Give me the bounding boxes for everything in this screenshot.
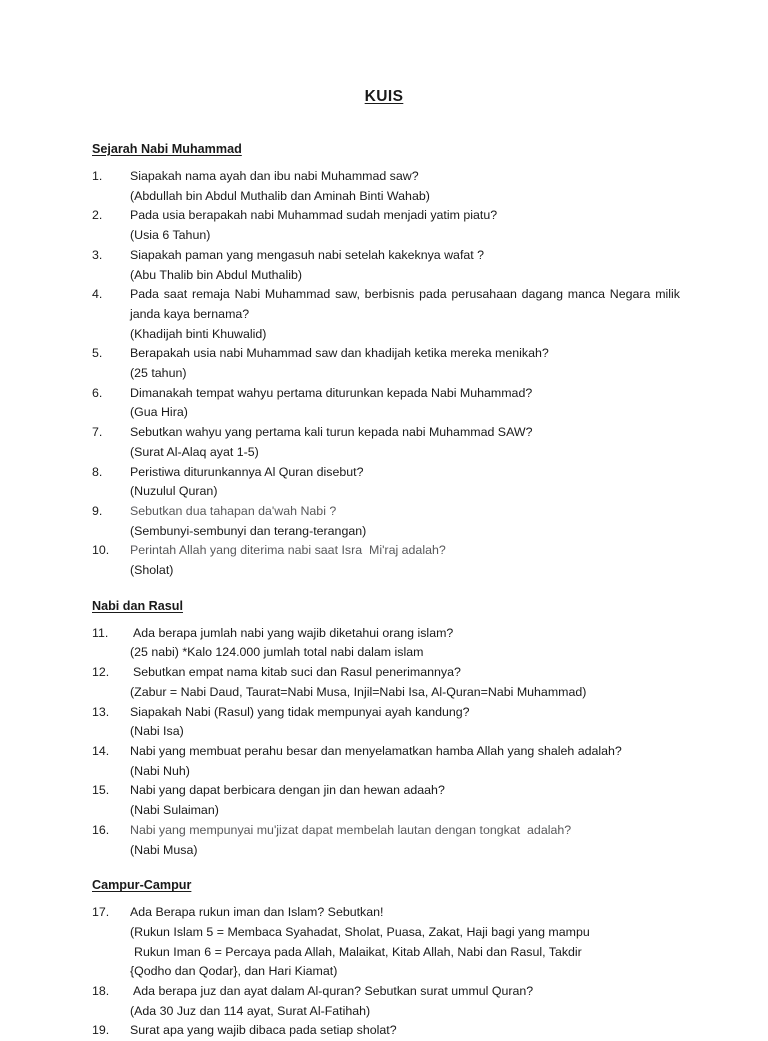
answer-text: (Nuzulul Quran) (130, 484, 218, 499)
answer-text: (Ada 30 Juz dan 114 ayat, Surat Al-Fatihah) (130, 1003, 371, 1018)
list-item (92, 502, 680, 541)
question-number: 1. (92, 169, 103, 183)
question-text: Surat apa yang wajib dibaca pada setiap sholat? (130, 1023, 397, 1038)
section-heading (92, 142, 680, 157)
question-number: 17. (92, 905, 110, 920)
section-heading (92, 599, 680, 614)
question-number: 10. (92, 543, 110, 558)
question-text: Nabi yang membuat perahu besar dan menyelamatkan hamba Allah yang shaleh adalah? (130, 743, 622, 758)
list-item (92, 384, 680, 423)
list-item (92, 903, 680, 982)
answer-text-line-1: (Rukun Islam 5 = Membaca Syahadat, Sholat, Puasa, Zakat, Haji bagi yang mampu (130, 924, 590, 939)
question-number: 16. (92, 822, 110, 837)
question-number: 15. (92, 783, 110, 798)
question-text: Siapakah paman yang mengasuh nabi setelah kakeknya wafat ? (130, 247, 485, 262)
page-title (0, 88, 768, 106)
question-number: 3. (92, 247, 103, 262)
question-text: Sebutkan empat nama kitab suci dan Rasul penerimannya? (133, 665, 461, 680)
list-item (92, 344, 680, 383)
question-number: 6. (92, 385, 103, 400)
question-number: 2. (92, 208, 103, 223)
question-text: Sebutkan dua tahapan da'wah Nabi ? (130, 503, 337, 518)
question-number: 11. (92, 625, 109, 640)
question-number: 7. (92, 425, 103, 440)
question-text: Ada Berapa rukun iman dan Islam? Sebutkan! (130, 905, 384, 920)
question-text: Siapakah Nabi (Rasul) yang tidak mempunyai ayah kandung? (130, 704, 470, 719)
question-text: Dimanakah tempat wahyu pertama diturunkan kepada Nabi Muhammad? (130, 385, 533, 400)
question-number: 18. (92, 984, 110, 999)
answer-text: (Zabur = Nabi Daud, Taurat=Nabi Musa, Injil=Nabi Isa, Al-Quran=Nabi Muhammad) (130, 684, 587, 699)
list-item (92, 285, 684, 344)
question-list (92, 167, 684, 581)
question-list (92, 903, 680, 1041)
list-item (92, 1021, 680, 1041)
answer-text: (Abu Thalib bin Abdul Muthalib) (130, 267, 302, 282)
document-body (92, 142, 684, 1041)
question-number: 13. (92, 704, 110, 719)
question-text: Perintah Allah yang diterima nabi saat Isra Mi'raj adalah? (130, 543, 446, 558)
question-text: Sebutkan wahyu yang pertama kali turun kepada nabi Muhammad SAW? (130, 425, 533, 440)
question-text: Pada saat remaja Nabi Muhammad saw, berbisnis pada perusahaan dagang manca Negara milik janda kaya bernama? (130, 287, 684, 321)
question-text: Pada usia berapakah nabi Muhammad sudah menjadi yatim piatu? (130, 208, 498, 223)
question-text: Ada berapa juz dan ayat dalam Al-quran? Sebutkan surat ummul Quran? (133, 984, 534, 999)
list-item (92, 423, 680, 462)
section-nabi-dan-rasul (92, 599, 680, 860)
section-heading-text: Nabi dan Rasul (92, 598, 183, 613)
answer-text: (Nabi Nuh) (130, 763, 190, 778)
answer-text: (Sembunyi-sembunyi dan terang-terangan) (130, 523, 367, 538)
answer-text: (Gua Hira) (130, 405, 188, 420)
question-number: 5. (92, 346, 103, 361)
answer-text-line-2: Rukun Iman 6 = Percaya pada Allah, Malaikat, Kitab Allah, Nabi dan Rasul, Takdir (134, 944, 582, 959)
list-item (92, 821, 680, 860)
list-item (92, 742, 680, 781)
question-text: Berapakah usia nabi Muhammad saw dan khadijah ketika mereka menikah? (130, 346, 549, 361)
list-item (92, 541, 680, 580)
question-number: 9. (92, 503, 103, 518)
question-text: Ada berapa jumlah nabi yang wajib diketahui orang islam? (133, 625, 454, 640)
question-number: 14. (92, 743, 110, 758)
question-number: 19. (92, 1023, 110, 1038)
list-item (92, 206, 680, 245)
question-text: Peristiwa diturunkannya Al Quran disebut? (130, 464, 364, 479)
question-text: Nabi yang mempunyai mu'jizat dapat membelah lautan dengan tongkat adalah? (130, 822, 572, 837)
list-item (92, 167, 680, 206)
answer-text: (Sholat) (130, 563, 174, 578)
answer-text: (Nabi Isa) (130, 724, 184, 739)
list-item (92, 463, 680, 502)
question-text: Nabi yang dapat berbicara dengan jin dan hewan adaah? (130, 783, 445, 798)
section-heading (92, 878, 680, 893)
page-title-text: KUIS (364, 88, 404, 105)
answer-text-line-3: {Qodho dan Qodar}, dan Hari Kiamat) (130, 964, 338, 979)
question-text: Siapakah nama ayah dan ibu nabi Muhammad saw? (130, 169, 419, 183)
question-number: 12. (92, 665, 110, 680)
section-sejarah-nabi-muhammad (92, 142, 684, 581)
question-number: 4. (92, 287, 103, 302)
section-campur-campur (92, 878, 680, 1041)
answer-text: (Usia 6 Tahun) (130, 228, 211, 243)
list-item (92, 246, 680, 285)
answer-text: (25 tahun) (130, 366, 187, 381)
question-list (92, 624, 680, 860)
answer-text: (Abdullah bin Abdul Muthalib dan Aminah Binti Wahab) (130, 188, 430, 203)
list-item (92, 781, 680, 820)
answer-text: (Surat Al-Alaq ayat 1-5) (130, 444, 259, 459)
question-number: 8. (92, 464, 103, 479)
answer-text: (Nabi Musa) (130, 842, 198, 857)
answer-text: (Khadijah binti Khuwalid) (130, 326, 267, 341)
list-item (92, 982, 680, 1021)
section-heading-text: Campur-Campur (92, 878, 192, 893)
section-heading-text: Sejarah Nabi Muhammad (92, 142, 242, 156)
list-item (92, 663, 680, 702)
list-item (92, 624, 680, 663)
answer-text: (25 nabi) *Kalo 124.000 jumlah total nabi dalam islam (130, 645, 424, 660)
list-item (92, 703, 680, 742)
answer-text: (Nabi Sulaiman) (130, 803, 219, 818)
